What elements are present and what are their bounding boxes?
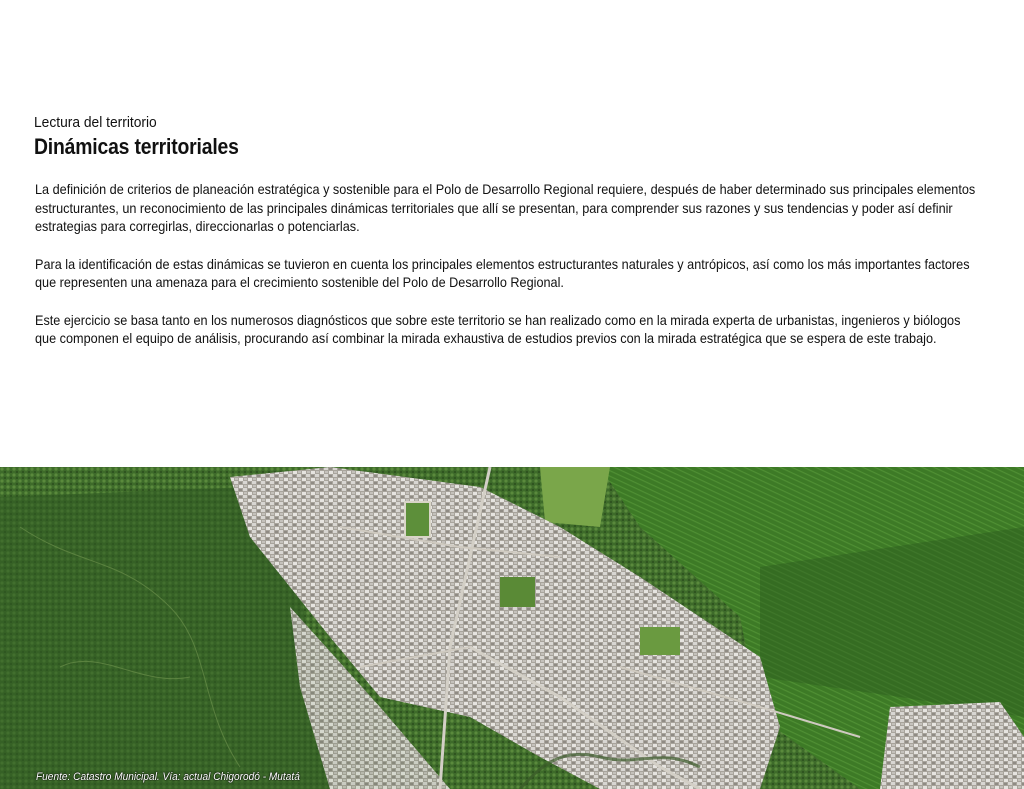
section-subtitle: Lectura del territorio — [34, 114, 157, 131]
paragraph-2: Para la identificación de estas dinámicas se tuvieron en cuenta los principales elementos estructurantes naturales y antrópicos, así como los más importantes factores que representen una amenaza para el crecimiento sostenible del Polo de Desarrollo Regional. — [35, 255, 970, 290]
aerial-photo-illustration — [0, 467, 1024, 789]
aerial-photo — [0, 467, 1024, 789]
paragraph-1: La definición de criterios de planeación estratégica y sostenible para el Polo de Desarrollo Regional requiere, después de haber determinado sus principales elementos estructurantes, un reconocimiento de las principales dinámicas territoriales que allí se presentan, para comprender sus razones y sus tendencias y poder así definir estrategias para corregirlas, direccionarlas o potenciarlas. — [35, 181, 976, 234]
image-caption: Fuente: Catastro Municipal. Vía: actual Chigorodó - Mutatá — [36, 771, 300, 783]
body-text — [35, 180, 976, 367]
paragraph-3: Este ejercicio se basa tanto en los numerosos diagnósticos que sobre este territorio se han realizado como en la mirada experta de urbanistas, ingenieros y biólogos que componen el equipo de análisis, procurando así combinar la mirada exhaustiva de estudios previos con la mirada estratégica que se espera de este trabajo. — [35, 311, 961, 346]
page-header — [34, 114, 984, 160]
page-title: Dinámicas territoriales — [34, 134, 239, 159]
